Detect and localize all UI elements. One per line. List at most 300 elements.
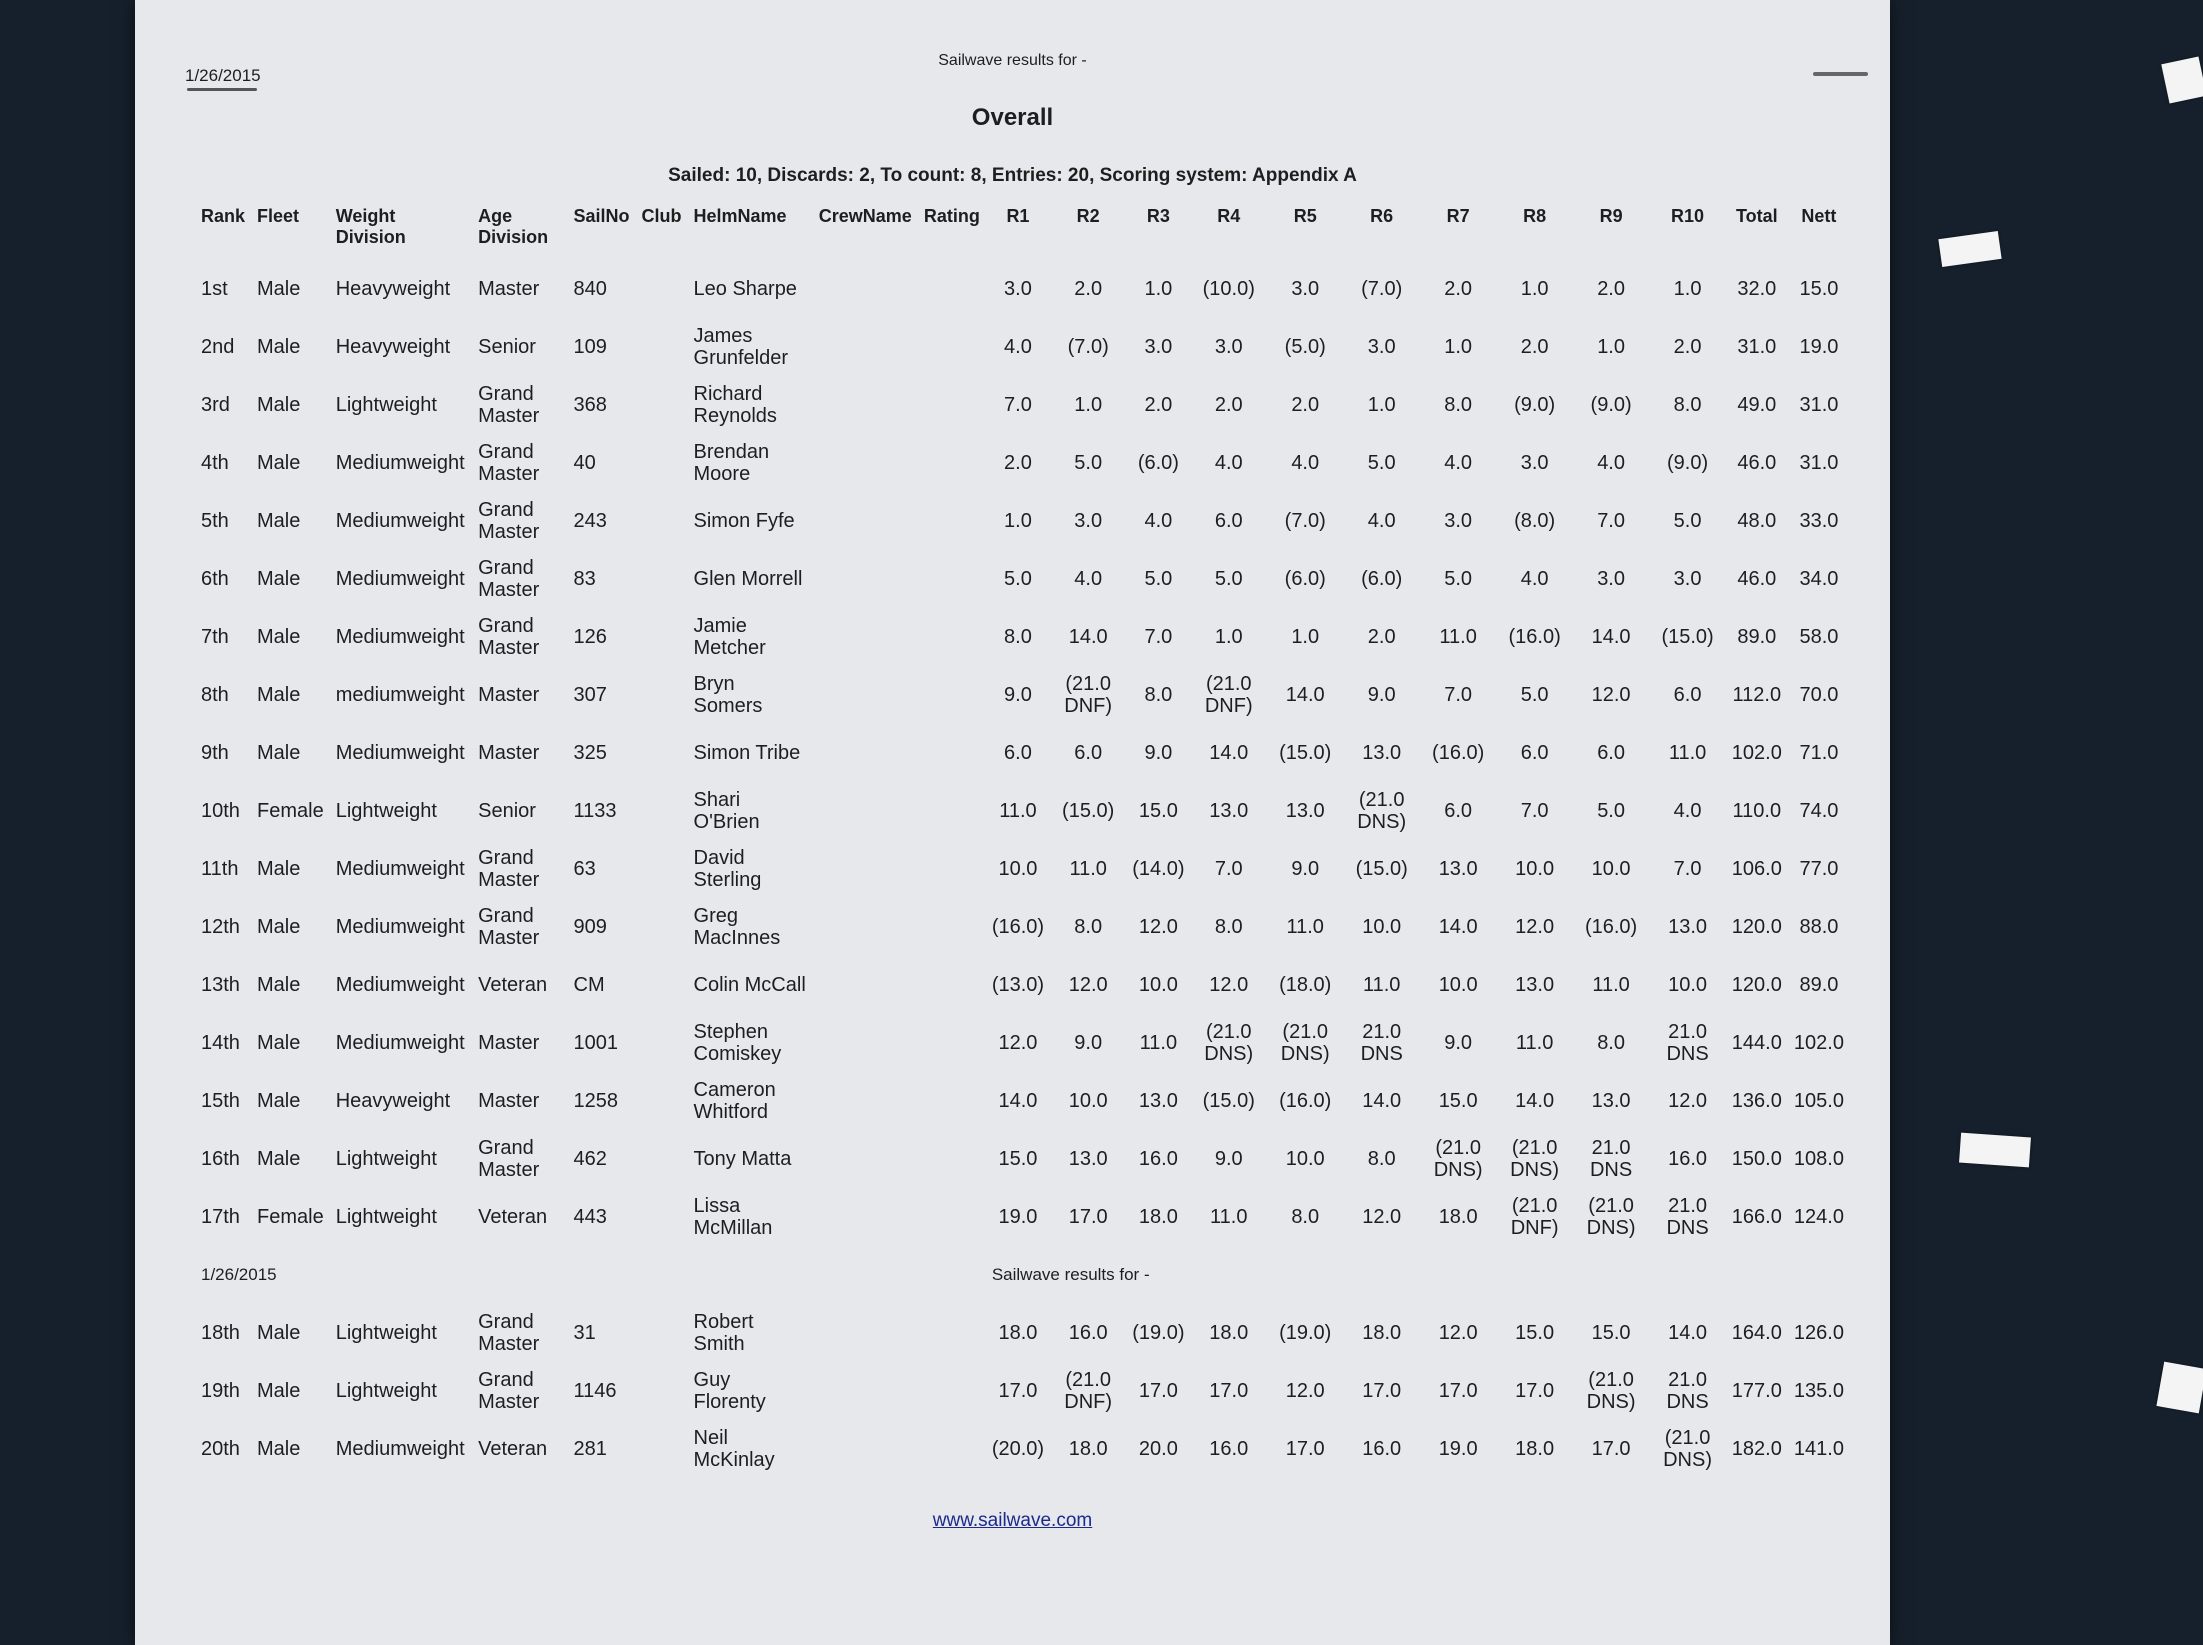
table-cell: 14.0	[998, 1090, 1038, 1112]
table-cell: Master	[478, 1090, 540, 1112]
table-cell: 2.0	[1444, 278, 1473, 300]
table-cell: 12.0	[1591, 684, 1631, 706]
table-cell	[636, 318, 688, 376]
table-cell: 4.0	[1004, 336, 1032, 358]
table-header-row	[195, 200, 1850, 260]
table-cell: CM	[573, 974, 605, 996]
table-cell: Male	[257, 1090, 301, 1112]
table-cell: 13.0	[1285, 800, 1325, 822]
table-cell: (16.0)	[991, 916, 1045, 938]
table-cell: 4th	[201, 452, 229, 474]
table-cell: (7.0)	[1284, 510, 1326, 532]
table-cell: Male	[257, 568, 301, 590]
table-cell	[813, 1188, 918, 1246]
table-cell: (21.0 DNS)	[1280, 1021, 1330, 1065]
table-cell: Mediumweight	[335, 626, 465, 648]
sailwave-link[interactable]: www.sailwave.com	[932, 1510, 1093, 1531]
table-cell: 14.0	[1515, 1090, 1555, 1112]
table-cell: 9.0	[1444, 1032, 1473, 1054]
table-cell	[636, 956, 688, 1014]
table-cell: 15th	[201, 1090, 240, 1112]
column-header: Club	[641, 206, 682, 226]
table-cell: (16.0)	[1584, 916, 1638, 938]
table-cell: 14.0	[1209, 742, 1249, 764]
table-cell: 89.0	[1737, 626, 1777, 648]
table-cell: 166.0	[1731, 1206, 1782, 1228]
table-cell: 11.0	[1286, 916, 1324, 938]
table-cell: 106.0	[1731, 858, 1782, 880]
table-cell: Male	[257, 858, 301, 880]
column-header: Weight Division	[335, 206, 406, 247]
table-cell: 11.0	[1210, 1206, 1248, 1228]
table-cell: (7.0)	[1067, 336, 1109, 358]
table-cell: (21.0 DNS)	[1510, 1137, 1560, 1181]
table-cell: Glen Morrell	[693, 568, 803, 590]
table-cell	[636, 434, 688, 492]
table-cell: 18.0	[1438, 1206, 1478, 1228]
table-cell: (16.0)	[1432, 742, 1485, 764]
page-break-date: 1/26/2015	[201, 1265, 277, 1284]
table-cell: 6.0	[1597, 742, 1625, 764]
table-cell	[813, 318, 918, 376]
table-cell	[918, 608, 986, 666]
table-cell: Male	[257, 1438, 301, 1460]
table-cell: 11.0	[1515, 1032, 1554, 1054]
table-cell: 126	[573, 626, 607, 648]
column-header: Rank	[201, 206, 246, 226]
table-cell: 12.0	[1438, 1322, 1478, 1344]
table-cell: 1st	[201, 278, 228, 300]
table-cell: 48.0	[1737, 510, 1777, 532]
table-cell: 18.0	[1068, 1438, 1108, 1460]
table-cell: 19.0	[998, 1206, 1038, 1228]
table-row	[195, 1420, 1850, 1478]
table-cell: (14.0)	[1132, 858, 1185, 880]
table-cell: Male	[257, 1032, 301, 1054]
table-row	[195, 666, 1850, 724]
table-cell: Jamie Metcher	[693, 615, 766, 659]
table-cell	[918, 666, 986, 724]
table-cell: David Sterling	[693, 847, 762, 891]
table-cell: Master	[478, 742, 540, 764]
table-cell: Grand Master	[478, 847, 540, 891]
table-row	[195, 1072, 1850, 1130]
table-cell: 9.0	[1004, 684, 1032, 706]
table-cell: 10.0	[1515, 858, 1555, 880]
table-cell: 71.0	[1799, 742, 1839, 764]
table-cell	[813, 492, 918, 550]
table-cell: 9.0	[1367, 684, 1396, 706]
table-cell: 13.0	[1591, 1090, 1631, 1112]
table-cell: Grand Master	[478, 557, 540, 601]
table-cell: 10.0	[998, 858, 1038, 880]
table-cell: 8th	[201, 684, 229, 706]
table-cell: 4.0	[1673, 800, 1702, 822]
table-cell: Grand Master	[478, 1311, 540, 1355]
table-cell: 16.0	[1668, 1148, 1708, 1170]
table-cell: Grand Master	[478, 615, 540, 659]
source-title: Sailwave results for -	[938, 52, 1087, 69]
table-cell: 3.0	[1074, 510, 1103, 532]
table-cell: 6th	[201, 568, 229, 590]
table-cell	[918, 260, 986, 318]
table-cell: 46.0	[1737, 568, 1777, 590]
table-cell: mediumweight	[335, 684, 465, 706]
table-cell: 17.0	[1209, 1380, 1249, 1402]
table-cell: 21.0 DNS	[1360, 1021, 1403, 1065]
table-cell: (15.0)	[1062, 800, 1115, 822]
table-cell: 120.0	[1731, 916, 1782, 938]
table-cell	[636, 608, 688, 666]
table-cell: 1.0	[1291, 626, 1320, 648]
table-cell	[813, 666, 918, 724]
table-cell: 10.0	[1668, 974, 1708, 996]
table-cell: Colin McCall	[693, 974, 806, 996]
table-cell: 3.0	[1673, 568, 1702, 590]
table-cell: 443	[573, 1206, 607, 1228]
table-cell: 102.0	[1793, 1032, 1844, 1054]
table-cell: 3.0	[1004, 278, 1032, 300]
tape-strip-right-middle	[1959, 1133, 2031, 1168]
table-cell	[813, 898, 918, 956]
column-header: Rating	[923, 206, 980, 226]
table-cell: (5.0)	[1284, 336, 1326, 358]
table-cell: 4.0	[1291, 452, 1320, 474]
table-cell: Senior	[478, 336, 536, 358]
table-cell: 31.0	[1799, 452, 1839, 474]
tape-strip-right-top	[1938, 231, 2001, 267]
table-cell: 1.0	[1673, 278, 1702, 300]
table-cell: Master	[478, 1032, 540, 1054]
column-header: SailNo	[573, 206, 630, 226]
table-cell: 8.0	[1444, 394, 1473, 416]
table-cell	[813, 550, 918, 608]
table-cell	[918, 434, 986, 492]
table-cell: Grand Master	[478, 1369, 540, 1413]
table-row	[195, 318, 1850, 376]
table-cell: Lightweight	[335, 1148, 437, 1170]
table-cell: 13.0	[1515, 974, 1555, 996]
table-cell: 5.0	[1444, 568, 1473, 590]
table-cell: Mediumweight	[335, 568, 465, 590]
table-cell: 4.0	[1520, 568, 1549, 590]
table-row	[195, 1014, 1850, 1072]
column-header: Nett	[1801, 206, 1837, 226]
table-cell: (15.0)	[1355, 858, 1408, 880]
table-cell: 31.0	[1737, 336, 1777, 358]
table-row	[195, 260, 1850, 318]
table-cell: 5.0	[1004, 568, 1032, 590]
results-table	[195, 200, 1850, 1478]
table-cell: 14.0	[1285, 684, 1325, 706]
table-cell: 12.0	[1668, 1090, 1708, 1112]
table-cell	[813, 434, 918, 492]
table-cell: 8.0	[1214, 916, 1243, 938]
table-cell: 1.0	[1597, 336, 1625, 358]
table-cell: 74.0	[1799, 800, 1839, 822]
table-row	[195, 1304, 1850, 1362]
table-cell: 5th	[201, 510, 229, 532]
table-cell: (16.0)	[1279, 1090, 1332, 1112]
tape-strip-right-bottom	[2156, 1362, 2203, 1414]
table-cell	[636, 1072, 688, 1130]
table-cell: 18.0	[1515, 1438, 1555, 1460]
table-cell: 14th	[201, 1032, 240, 1054]
table-cell: 14.0	[1438, 916, 1478, 938]
table-cell: 31.0	[1799, 394, 1839, 416]
column-header: R6	[1370, 206, 1394, 226]
table-cell: 11.0	[1139, 1032, 1178, 1054]
table-cell	[813, 1014, 918, 1072]
table-cell	[813, 1362, 918, 1420]
table-cell: 11.0	[1069, 858, 1107, 880]
table-cell: 46.0	[1737, 452, 1777, 474]
page-title: Overall	[971, 104, 1054, 131]
table-cell: Male	[257, 626, 301, 648]
table-cell: 124.0	[1793, 1206, 1844, 1228]
table-cell: 17.0	[1068, 1206, 1108, 1228]
table-cell: 120.0	[1731, 974, 1782, 996]
table-cell: 8.0	[1074, 916, 1103, 938]
table-cell: 144.0	[1731, 1032, 1782, 1054]
table-cell: 7.0	[1597, 510, 1625, 532]
table-cell: 109	[573, 336, 607, 358]
table-cell: 15.0	[1515, 1322, 1555, 1344]
table-cell: 63	[573, 858, 596, 880]
table-cell: Male	[257, 510, 301, 532]
column-header: R3	[1146, 206, 1170, 226]
table-cell: 16.0	[1362, 1438, 1402, 1460]
table-cell: (21.0 DNS)	[1586, 1195, 1636, 1239]
table-cell: 31	[573, 1322, 596, 1344]
table-cell: 11.0	[1668, 742, 1707, 764]
table-cell: 15.0	[1138, 800, 1178, 822]
table-cell: Mediumweight	[335, 858, 465, 880]
table-cell: 3rd	[201, 394, 230, 416]
table-cell: 1133	[573, 800, 617, 822]
table-cell: 17.0	[1438, 1380, 1478, 1402]
table-cell	[813, 1072, 918, 1130]
column-header: R9	[1599, 206, 1623, 226]
table-cell: (18.0)	[1279, 974, 1332, 996]
table-cell: Lightweight	[335, 1206, 437, 1228]
column-header: R5	[1293, 206, 1317, 226]
table-cell	[813, 376, 918, 434]
table-cell: (20.0)	[991, 1438, 1045, 1460]
table-cell: 7th	[201, 626, 229, 648]
table-cell: 13.0	[1209, 800, 1249, 822]
table-cell: 12th	[201, 916, 240, 938]
table-cell	[636, 1188, 688, 1246]
table-cell	[918, 724, 986, 782]
table-row	[195, 1188, 1850, 1246]
table-cell: Mediumweight	[335, 1032, 465, 1054]
table-cell: 368	[573, 394, 607, 416]
table-cell: Mediumweight	[335, 742, 465, 764]
series-summary: Sailed: 10, Discards: 2, To count: 8, Entries: 20, Scoring system: Appendix A	[668, 165, 1357, 186]
table-cell: 1.0	[1367, 394, 1396, 416]
table-cell: 5.0	[1144, 568, 1173, 590]
table-row	[195, 608, 1850, 666]
table-cell: Male	[257, 336, 301, 358]
table-cell	[636, 666, 688, 724]
table-cell: 8.0	[1673, 394, 1702, 416]
table-cell: (8.0)	[1514, 510, 1556, 532]
table-cell: (19.0)	[1279, 1322, 1332, 1344]
table-cell: Grand Master	[478, 383, 540, 427]
table-cell: 5.0	[1074, 452, 1103, 474]
table-cell: (21.0 DNS)	[1433, 1137, 1483, 1181]
table-cell: 4.0	[1367, 510, 1396, 532]
table-cell: 2.0	[1367, 626, 1396, 648]
page-break-row	[195, 1246, 1850, 1304]
table-cell	[918, 376, 986, 434]
table-cell	[918, 1188, 986, 1246]
table-cell: 17th	[201, 1206, 240, 1228]
table-cell: 3.0	[1444, 510, 1473, 532]
table-cell	[918, 550, 986, 608]
table-cell: 16.0	[1209, 1438, 1249, 1460]
table-cell: Male	[257, 278, 301, 300]
table-cell: 33.0	[1799, 510, 1839, 532]
table-cell: 164.0	[1731, 1322, 1782, 1344]
table-cell: 11.0	[1439, 626, 1477, 648]
table-cell: Male	[257, 452, 301, 474]
table-cell: 18th	[201, 1322, 240, 1344]
table-cell: 14.0	[1068, 626, 1108, 648]
table-cell	[918, 840, 986, 898]
table-cell: 840	[573, 278, 607, 300]
table-cell	[813, 608, 918, 666]
column-header: CrewName	[818, 206, 912, 226]
table-cell	[813, 840, 918, 898]
table-cell: 17.0	[1362, 1380, 1402, 1402]
table-cell: 6.0	[1074, 742, 1103, 764]
table-cell: 15.0	[1438, 1090, 1478, 1112]
table-row	[195, 434, 1850, 492]
table-cell: 1001	[573, 1032, 618, 1054]
table-cell: 8.0	[1144, 684, 1173, 706]
table-cell: Grand Master	[478, 499, 540, 543]
table-cell: Veteran	[478, 1438, 548, 1460]
table-cell: 4.0	[1144, 510, 1173, 532]
table-cell: 15.0	[998, 1148, 1038, 1170]
table-cell: (21.0 DNF)	[1204, 673, 1253, 717]
table-cell: 15.0	[1591, 1322, 1631, 1344]
table-cell: Lightweight	[335, 1322, 437, 1344]
table-cell: Mediumweight	[335, 1438, 465, 1460]
table-row	[195, 550, 1850, 608]
table-cell: 10th	[201, 800, 240, 822]
table-cell	[813, 724, 918, 782]
table-cell: Male	[257, 394, 301, 416]
table-cell: 2.0	[1144, 394, 1173, 416]
table-cell: 2.0	[1597, 278, 1625, 300]
table-cell	[813, 1304, 918, 1362]
table-cell: 11.0	[999, 800, 1037, 822]
table-cell: 20th	[201, 1438, 240, 1460]
table-cell: Female	[257, 1206, 324, 1228]
table-cell: Robert Smith	[693, 1311, 754, 1355]
table-cell: 12.0	[1362, 1206, 1402, 1228]
table-cell	[636, 260, 688, 318]
table-cell: Heavyweight	[335, 1090, 451, 1112]
table-cell: 1146	[573, 1380, 617, 1402]
table-cell: 17.0	[998, 1380, 1038, 1402]
table-cell	[813, 1420, 918, 1478]
table-cell: 13.0	[1068, 1148, 1108, 1170]
column-header: R8	[1523, 206, 1547, 226]
table-cell: (6.0)	[1361, 568, 1403, 590]
column-header: HelmName	[693, 206, 787, 226]
table-cell: 58.0	[1799, 626, 1839, 648]
table-cell: 12.0	[1209, 974, 1249, 996]
table-cell: 12.0	[1515, 916, 1555, 938]
table-row	[195, 1362, 1850, 1420]
table-cell: Lightweight	[335, 800, 437, 822]
table-cell: Male	[257, 1148, 301, 1170]
table-cell	[813, 260, 918, 318]
table-cell: 21.0 DNS	[1666, 1021, 1709, 1065]
table-cell: James Grunfelder	[693, 325, 789, 369]
table-cell	[813, 782, 918, 840]
column-header: R1	[1006, 206, 1030, 226]
table-cell: Richard Reynolds	[693, 383, 777, 427]
table-cell: 1.0	[1004, 510, 1032, 532]
table-cell: Heavyweight	[335, 278, 451, 300]
table-cell: 16.0	[1068, 1322, 1108, 1344]
table-cell: 10.0	[1438, 974, 1478, 996]
table-row	[195, 840, 1850, 898]
table-cell: 16.0	[1138, 1148, 1178, 1170]
table-cell	[918, 1130, 986, 1188]
table-cell: 6.0	[1004, 742, 1032, 764]
table-cell: 2.0	[1004, 452, 1032, 474]
table-cell: Veteran	[478, 1206, 548, 1228]
table-cell: 3.0	[1367, 336, 1396, 358]
table-cell: 77.0	[1799, 858, 1839, 880]
table-cell: 9.0	[1144, 742, 1173, 764]
table-cell: 112.0	[1732, 684, 1782, 706]
table-cell: 4.0	[1074, 568, 1103, 590]
table-cell: 2.0	[1074, 278, 1103, 300]
table-cell: 3.0	[1597, 568, 1625, 590]
table-cell: 182.0	[1731, 1438, 1782, 1460]
table-cell: Lightweight	[335, 1380, 437, 1402]
table-cell	[918, 782, 986, 840]
table-cell: 2.0	[1214, 394, 1243, 416]
table-cell: 17.0	[1138, 1380, 1178, 1402]
table-cell: 40	[573, 452, 596, 474]
table-cell: (9.0)	[1667, 452, 1709, 474]
table-cell: Cameron Whitford	[693, 1079, 776, 1123]
table-cell: 83	[573, 568, 596, 590]
table-cell	[918, 318, 986, 376]
table-cell: 9th	[201, 742, 229, 764]
table-cell: Lissa McMillan	[693, 1195, 773, 1239]
table-row	[195, 1130, 1850, 1188]
table-cell: 18.0	[998, 1322, 1038, 1344]
table-cell: 1258	[573, 1090, 618, 1112]
table-cell: Leo Sharpe	[693, 278, 797, 300]
table-cell: 2.0	[1291, 394, 1320, 416]
table-cell: 102.0	[1731, 742, 1782, 764]
table-cell: Lightweight	[335, 394, 437, 416]
table-cell	[918, 1014, 986, 1072]
table-cell: (21.0 DNF)	[1064, 673, 1113, 717]
table-cell: 3.0	[1291, 278, 1320, 300]
table-cell: Male	[257, 1322, 301, 1344]
